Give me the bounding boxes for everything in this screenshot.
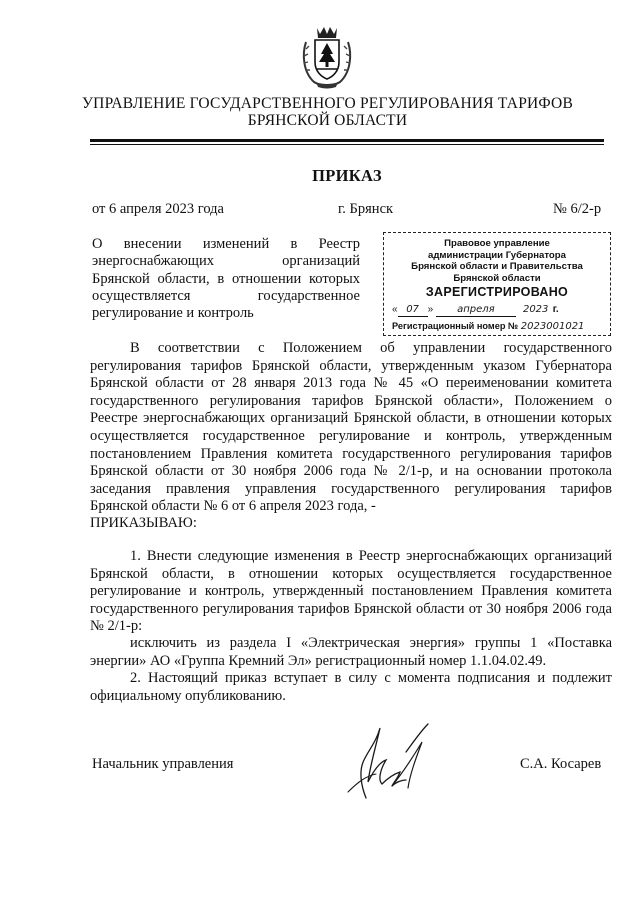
order-city: г. Брянск bbox=[338, 201, 394, 217]
stamp-reg-number: 2023001021 bbox=[520, 321, 585, 332]
signatory-name: С.А. Косарев bbox=[520, 756, 602, 772]
subject-line: Брянской области, в отношении которых bbox=[92, 270, 360, 287]
organization-name bbox=[80, 95, 575, 129]
stamp-line: Брянской области и Правительства bbox=[411, 261, 583, 272]
stamp-reg-label: Регистрационный номер № bbox=[392, 321, 519, 331]
order-item-1: 1. Внести следующие изменения в Реестр энергоснабжающих организаций Брянской области, в отношении которых осуществляется государственное регулирование и контроль, утвержденный постановлением Правления комитета государственного регулирования тарифов Брянской области от 30 ноября 2006 года № 2/1-р: bbox=[90, 548, 612, 635]
handwritten-signature-icon bbox=[336, 722, 446, 802]
organization-name-line2: БРЯНСКОЙ ОБЛАСТИ bbox=[247, 112, 408, 129]
stamp-year: 2023 bbox=[522, 304, 549, 315]
stamp-date-line: « 07 » апреля 2023 г. bbox=[392, 304, 559, 315]
order-item-2: 2. Настоящий приказ вступает в силу с момента подписания и подлежит официальному опубликованию. bbox=[90, 670, 612, 704]
order-date: от 6 апреля 2023 года bbox=[92, 201, 224, 217]
stamp-month: апреля bbox=[436, 304, 516, 317]
order-item-1-detail: исключить из раздела I «Электрическая энергия» группы 1 «Поставка энергии» АО «Группа Кремний Эл» регистрационный номер 1.1.04.02.49. bbox=[90, 635, 612, 669]
order-subject bbox=[92, 236, 360, 322]
subject-line: О внесении изменений в Реестр bbox=[92, 236, 360, 252]
stamp-line: Правовое управление bbox=[444, 238, 550, 249]
subject-line: осуществляется государственное bbox=[92, 287, 360, 304]
subject-line: регулирование и контроль bbox=[92, 305, 254, 322]
organization-name-line1: УПРАВЛЕНИЕ ГОСУДАРСТВЕННОГО РЕГУЛИРОВАНИЯ ТАРИФОВ bbox=[82, 95, 573, 112]
subject-line: энергоснабжающих организаций bbox=[92, 253, 360, 270]
stamp-registered-label: ЗАРЕГИСТРИРОВАНО bbox=[425, 285, 569, 299]
stamp-registration-line bbox=[392, 321, 606, 333]
order-number: № 6/2-р bbox=[553, 201, 602, 217]
document-title: ПРИКАЗ bbox=[312, 166, 382, 185]
coat-of-arms-icon bbox=[300, 24, 354, 90]
registration-stamp bbox=[383, 232, 611, 336]
stamp-day: 07 bbox=[398, 304, 428, 317]
signatory-position: Начальник управления bbox=[92, 756, 234, 772]
preamble-paragraph: В соответствии с Положением об управлении государственного регулирования тарифов Брянской области, утвержденным указом Губернатора Брянской области от 28 января 2013 года № 45 «О переименовании комитета государственного регулирования тарифов Брянской области», Положением о Реестре энергоснабжающих организаций Брянской области, в отношении которых осуществляется государственное регулирование и контроль, утвержденным постановлением Правления комитета государственного регулирования тарифов Брянской области от 30 ноября 2006 года № 2/1-р, и на основании протокола заседания правления управления государственного регулирования тарифов Брянской области № 6 от 6 апреля 2023 года, - bbox=[90, 340, 612, 515]
stamp-year-suffix: г. bbox=[552, 304, 559, 315]
header-divider-thin bbox=[90, 144, 604, 145]
header-divider-thick bbox=[90, 139, 604, 142]
order-word: ПРИКАЗЫВАЮ: bbox=[90, 515, 197, 531]
stamp-line: администрации Губернатора bbox=[428, 249, 566, 261]
stamp-line: Брянской области bbox=[453, 272, 541, 284]
